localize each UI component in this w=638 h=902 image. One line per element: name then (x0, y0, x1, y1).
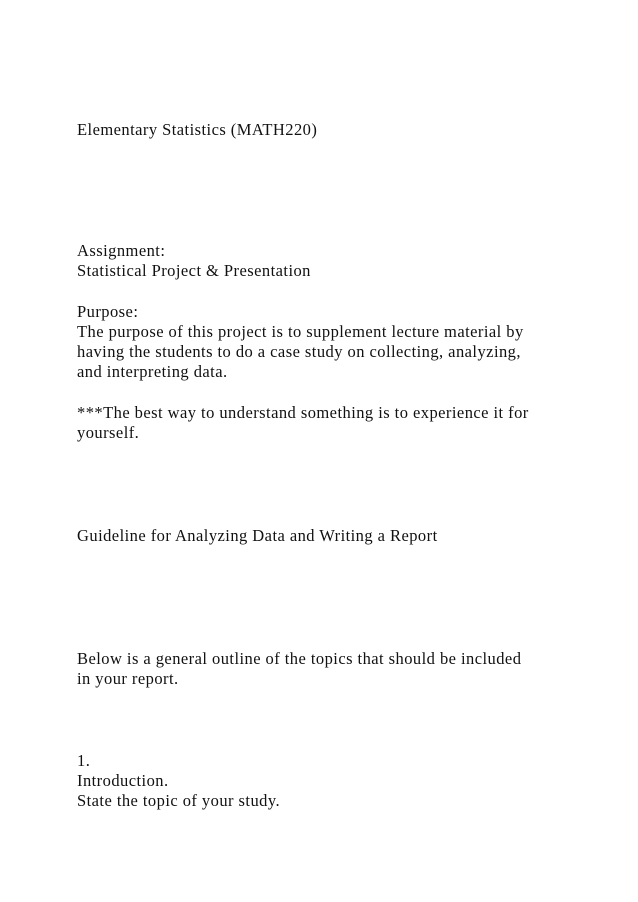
quote-line-1: ***The best way to understand something is to experience it for (77, 403, 529, 422)
assignment-value: Statistical Project & Presentation (77, 261, 311, 280)
outline-line-2: in your report. (77, 669, 179, 688)
guideline-heading: Guideline for Analyzing Data and Writing a Report (77, 526, 438, 545)
quote-line-2: yourself. (77, 423, 140, 442)
assignment-label: Assignment: (77, 241, 166, 260)
item-1-number: 1. (77, 751, 91, 770)
item-1-text: State the topic of your study. (77, 791, 281, 810)
purpose-line-1: The purpose of this project is to supplement lecture material by (77, 322, 524, 341)
course-title: Elementary Statistics (MATH220) (77, 120, 318, 139)
purpose-line-3: and interpreting data. (77, 362, 228, 381)
outline-line-1: Below is a general outline of the topics that should be included (77, 649, 522, 668)
item-1-title: Introduction. (77, 771, 169, 790)
purpose-label: Purpose: (77, 302, 139, 321)
purpose-line-2: having the students to do a case study on collecting, analyzing, (77, 342, 521, 361)
